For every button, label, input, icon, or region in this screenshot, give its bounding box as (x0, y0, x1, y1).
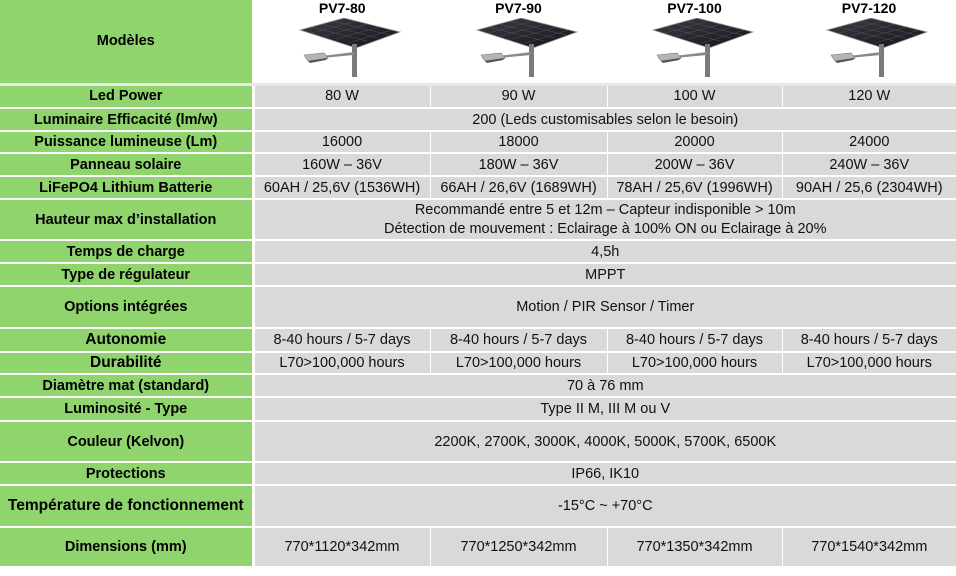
value-cell: 200W – 36V (607, 153, 782, 176)
row-label: Panneau solaire (0, 153, 253, 176)
spec-row-puissance (0, 131, 956, 153)
spec-row-efficacite (0, 108, 956, 131)
spec-row-protections (0, 462, 956, 485)
value-cell: L70>100,000 hours (253, 352, 430, 374)
model-cell (782, 0, 956, 84)
value-cell: 770*1540*342mm (782, 527, 956, 567)
value-cell: 120 W (782, 84, 956, 108)
value-cell: 770*1250*342mm (430, 527, 607, 567)
spec-row-luminosite (0, 397, 956, 421)
spec-row-durabilite (0, 352, 956, 374)
spec-row-diametre (0, 374, 956, 397)
row-label: Température de fonctionnement (0, 485, 253, 527)
spec-row-batterie (0, 176, 956, 199)
value-cell: 60AH / 25,6V (1536WH) (253, 176, 430, 199)
row-label: Options intégrées (0, 286, 253, 328)
row-label: Protections (0, 462, 253, 485)
value-cell: 8-40 hours / 5-7 days (253, 328, 430, 352)
model-name: PV7-80 (318, 0, 366, 16)
value-cell: 24000 (782, 131, 956, 153)
models-header-row (0, 0, 956, 84)
row-label: Dimensions (mm) (0, 527, 253, 567)
value-cell: 240W – 36V (782, 153, 956, 176)
spec-row-temperature (0, 485, 956, 527)
value-cell: 16000 (253, 131, 430, 153)
merged-value-cell: MPPT (253, 263, 956, 286)
value-cell: 18000 (430, 131, 607, 153)
value-cell: 20000 (607, 131, 782, 153)
row-label: Autonomie (0, 328, 253, 352)
spec-row-temps-charge (0, 240, 956, 263)
merged-value-cell: 4,5h (253, 240, 956, 263)
value-cell: 160W – 36V (253, 153, 430, 176)
value-cell: 90AH / 25,6 (2304WH) (782, 176, 956, 199)
model-name: PV7-90 (495, 0, 542, 16)
hauteur-line: Recommandé entre 5 et 12m – Capteur indisponible > 10m (414, 201, 796, 218)
spec-row-hauteur (0, 199, 956, 240)
value-cell: 8-40 hours / 5-7 days (430, 328, 607, 352)
value-cell: L70>100,000 hours (607, 352, 782, 374)
model-cell (607, 0, 782, 84)
row-label: Diamètre mat (standard) (0, 374, 253, 397)
merged-value-cell: -15°C ~ +70°C (253, 485, 956, 527)
spec-row-couleur (0, 421, 956, 462)
value-cell: 90 W (430, 84, 607, 108)
model-name: PV7-120 (841, 0, 897, 16)
spec-row-dimensions (0, 527, 956, 567)
merged-value-cell: 2200K, 2700K, 3000K, 4000K, 5000K, 5700K, 6500K (253, 421, 956, 462)
row-label: Luminaire Efficacité (lm/w) (0, 108, 253, 131)
merged-value-cell: Type II M, III M ou V (253, 397, 956, 421)
row-label: LiFePO4 Lithium Batterie (0, 176, 253, 199)
value-cell: L70>100,000 hours (782, 352, 956, 374)
row-label: Puissance lumineuse (Lm) (0, 131, 253, 153)
row-label: Temps de charge (0, 240, 253, 263)
spec-row-led-power (0, 84, 956, 108)
detection-line: Détection de mouvement : Eclairage à 100% ON ou Eclairage à 20% (384, 220, 827, 237)
row-label: Type de régulateur (0, 263, 253, 286)
spec-row-autonomie (0, 328, 956, 352)
row-label: Led Power (0, 84, 253, 108)
models-header-label: Modèles (0, 0, 253, 84)
value-cell: 66AH / 26,6V (1689WH) (430, 176, 607, 199)
value-cell: 80 W (253, 84, 430, 108)
merged-value-cell: Motion / PIR Sensor / Timer (253, 286, 956, 328)
spec-row-options (0, 286, 956, 328)
solar-streetlight-image (809, 18, 929, 78)
row-label: Hauteur max d’installation (0, 199, 253, 240)
solar-streetlight-image (459, 18, 579, 78)
merged-value-cell: IP66, IK10 (253, 462, 956, 485)
value-cell: 770*1350*342mm (607, 527, 782, 567)
solar-streetlight-image (282, 18, 402, 78)
spec-row-panneau (0, 153, 956, 176)
merged-value-cell: 70 à 76 mm (253, 374, 956, 397)
value-cell: 100 W (607, 84, 782, 108)
merged-value-cell: 200 (Leds customisables selon le besoin) (253, 108, 956, 131)
row-label: Couleur (Kelvon) (0, 421, 253, 462)
model-cell (253, 0, 430, 84)
value-cell: 180W – 36V (430, 153, 607, 176)
model-cell (430, 0, 607, 84)
row-label: Durabilité (0, 352, 253, 374)
merged-value-cell (253, 199, 956, 240)
value-cell: 8-40 hours / 5-7 days (607, 328, 782, 352)
value-cell: L70>100,000 hours (430, 352, 607, 374)
solar-streetlight-image (635, 18, 755, 78)
row-label: Luminosité - Type (0, 397, 253, 421)
value-cell: 8-40 hours / 5-7 days (782, 328, 956, 352)
value-cell: 78AH / 25,6V (1996WH) (607, 176, 782, 199)
spec-row-regulateur (0, 263, 956, 286)
value-cell: 770*1120*342mm (253, 527, 430, 567)
model-name: PV7-100 (667, 0, 722, 16)
